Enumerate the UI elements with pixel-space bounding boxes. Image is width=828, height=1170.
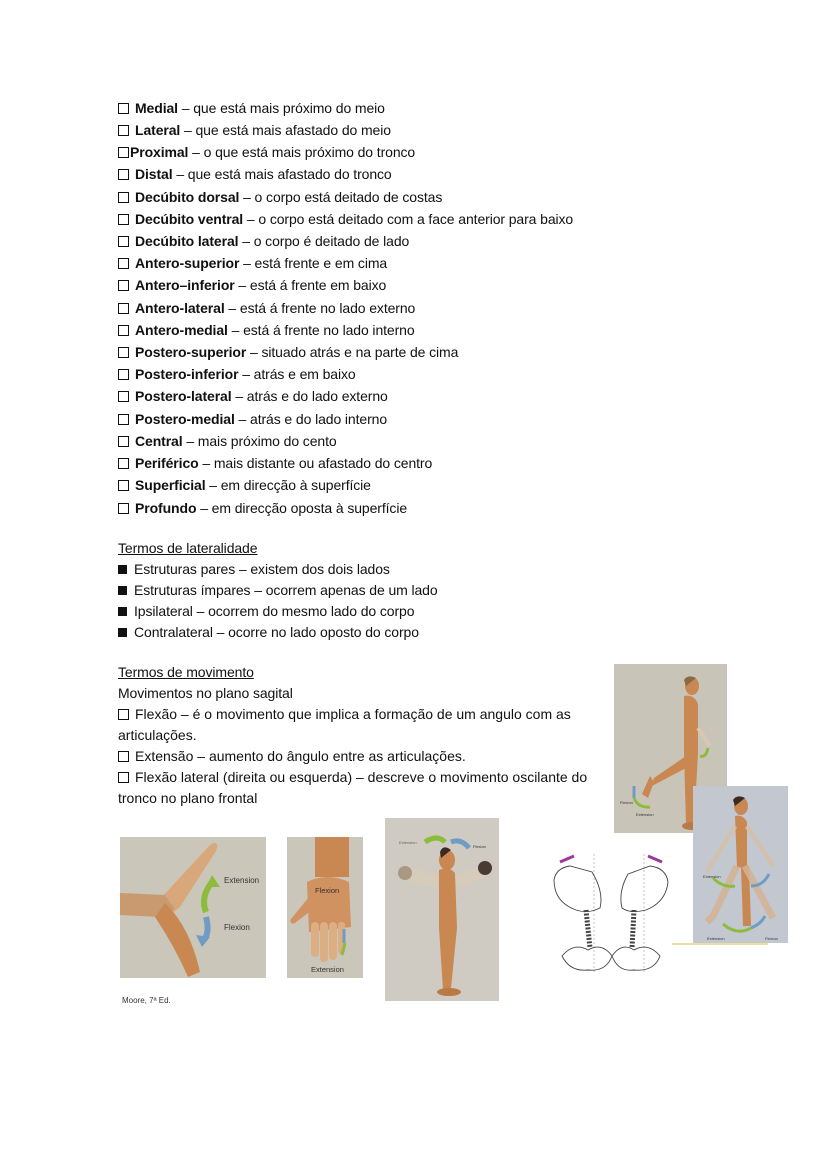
square-bullet-icon bbox=[118, 607, 127, 616]
standing-figure-illustration-icon bbox=[385, 818, 499, 1001]
checkbox-bullet-icon bbox=[118, 458, 129, 469]
svg-text:Flexion: Flexion bbox=[620, 800, 633, 805]
checkbox-bullet-icon bbox=[118, 280, 129, 291]
square-bullet-icon bbox=[118, 628, 127, 637]
list-item: Flexão lateral (direita ou esquerda) – descreve o movimento oscilante do tronco no plano frontal bbox=[118, 769, 588, 806]
svg-text:Flexion: Flexion bbox=[765, 936, 778, 941]
wrist-flexion-extension-figure bbox=[120, 837, 266, 978]
list-item: Decúbito dorsal – o corpo está deitado de costas bbox=[118, 187, 442, 207]
walking-figure-illustration-icon bbox=[693, 786, 788, 943]
checkbox-bullet-icon bbox=[118, 303, 129, 314]
walking-flexion-extension-figure bbox=[693, 786, 788, 943]
list-item: Proximal – o que está mais próximo do tronco bbox=[118, 142, 415, 162]
square-bullet-icon bbox=[118, 586, 127, 595]
list-item: Medial – que está mais próximo do meio bbox=[118, 98, 385, 118]
list-item: Periférico – mais distante ou afastado do centro bbox=[118, 453, 432, 473]
list-item: Ipsilateral – ocorrem do mesmo lado do corpo bbox=[118, 601, 414, 621]
checkbox-bullet-icon bbox=[118, 772, 129, 783]
list-item: Antero–inferior – está á frente em baixo bbox=[118, 275, 386, 295]
checkbox-bullet-icon bbox=[118, 391, 129, 402]
list-item: Antero-medial – está á frente no lado interno bbox=[118, 320, 415, 340]
list-item: Postero-superior – situado atrás e na parte de cima bbox=[118, 342, 458, 362]
checkbox-bullet-icon bbox=[118, 751, 129, 762]
section-heading: Termos de movimento bbox=[118, 664, 254, 680]
svg-text:Flexion: Flexion bbox=[224, 923, 250, 932]
list-item: Postero-medial – atrás e do lado interno bbox=[118, 409, 387, 429]
checkbox-bullet-icon bbox=[118, 347, 129, 358]
checkbox-bullet-icon bbox=[118, 258, 129, 269]
checkbox-bullet-icon bbox=[118, 169, 129, 180]
list-item: Contralateral – ocorre no lado oposto do corpo bbox=[118, 622, 419, 642]
subheading: Movimentos no plano sagital bbox=[118, 685, 293, 701]
svg-text:Extension: Extension bbox=[703, 874, 721, 879]
checkbox-bullet-icon bbox=[118, 236, 129, 247]
svg-text:Extension: Extension bbox=[399, 840, 417, 845]
list-item: Lateral – que está mais afastado do meio bbox=[118, 120, 391, 140]
list-item: Postero-inferior – atrás e em baixo bbox=[118, 364, 356, 384]
svg-text:Extension: Extension bbox=[636, 812, 654, 817]
section-heading: Termos de lateralidade bbox=[118, 540, 258, 556]
wrist-illustration-icon bbox=[120, 837, 266, 978]
figure-caption: Moore, 7ª Ed. bbox=[122, 996, 171, 1005]
list-item: Decúbito lateral – o corpo é deitado de lado bbox=[118, 231, 409, 251]
checkbox-bullet-icon bbox=[118, 369, 129, 380]
list-item: Superficial – em direcção à superfície bbox=[118, 475, 371, 495]
checkbox-bullet-icon bbox=[118, 503, 129, 514]
checkbox-bullet-icon bbox=[118, 480, 129, 491]
checkbox-bullet-icon bbox=[118, 414, 129, 425]
checkbox-bullet-icon bbox=[118, 103, 129, 114]
svg-text:Flexion: Flexion bbox=[473, 844, 486, 849]
list-item: Central – mais próximo do cento bbox=[118, 431, 337, 451]
list-item: Antero-lateral – está á frente no lado externo bbox=[118, 298, 415, 318]
shoulder-flexion-extension-figure bbox=[385, 818, 499, 1001]
list-item: Estruturas ímpares – ocorrem apenas de um lado bbox=[118, 580, 438, 600]
decorative-underline bbox=[672, 943, 768, 945]
svg-text:Extension: Extension bbox=[707, 936, 725, 941]
checkbox-bullet-icon bbox=[118, 436, 129, 447]
checkbox-bullet-icon bbox=[118, 709, 129, 720]
hand-illustration-icon bbox=[287, 837, 363, 978]
list-item: Distal – que está mais afastado do tronco bbox=[118, 164, 392, 184]
svg-text:Extension: Extension bbox=[224, 876, 260, 885]
list-item: Profundo – em direcção oposta à superfície bbox=[118, 498, 407, 518]
lateral-flexion-spine-figure bbox=[548, 852, 676, 980]
checkbox-bullet-icon bbox=[118, 147, 129, 158]
svg-text:Flexion: Flexion bbox=[315, 886, 340, 895]
list-item: Decúbito ventral – o corpo está deitado com a face anterior para baixo bbox=[118, 209, 573, 229]
square-bullet-icon bbox=[118, 565, 127, 574]
finger-flexion-extension-figure bbox=[287, 837, 363, 978]
checkbox-bullet-icon bbox=[118, 192, 129, 203]
svg-text:Extension: Extension bbox=[311, 965, 344, 974]
list-item: Postero-lateral – atrás e do lado externo bbox=[118, 386, 388, 406]
list-item: Antero-superior – está frente e em cima bbox=[118, 253, 387, 273]
checkbox-bullet-icon bbox=[118, 214, 129, 225]
checkbox-bullet-icon bbox=[118, 125, 129, 136]
list-item: Extensão – aumento do ângulo entre as articulações. bbox=[118, 746, 598, 767]
spine-skeleton-illustration-icon bbox=[548, 852, 676, 980]
checkbox-bullet-icon bbox=[118, 325, 129, 336]
list-item: Flexão – é o movimento que implica a formação de um angulo com as articulações. bbox=[118, 706, 571, 743]
list-item: Estruturas pares – existem dos dois lados bbox=[118, 559, 390, 579]
